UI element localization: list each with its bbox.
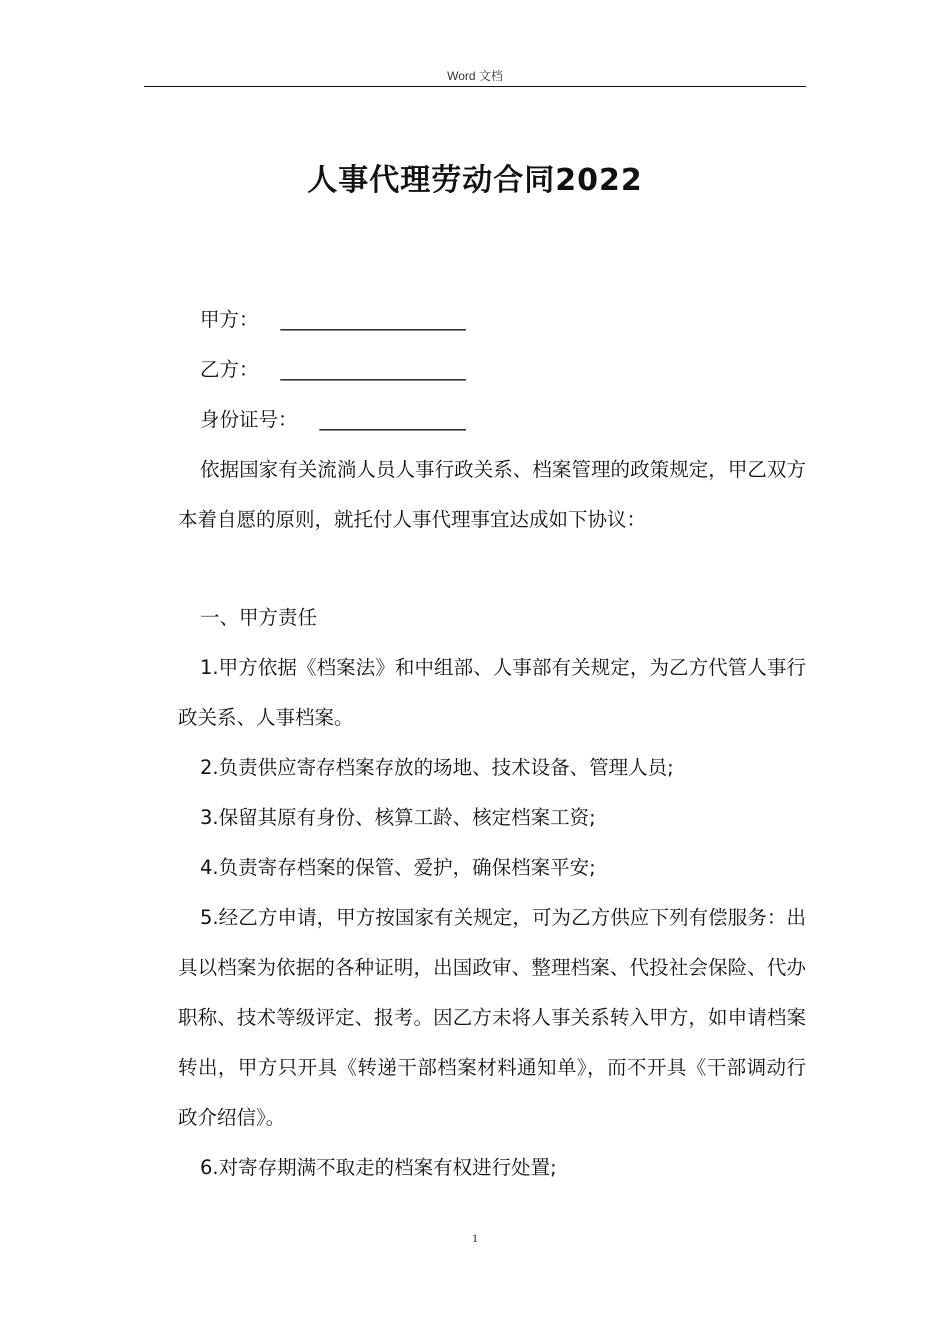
field-label: 乙方： [200,358,259,381]
fill-blank: ___________________ [280,308,466,331]
fill-blank: _______________ [319,408,466,431]
list-item: 1.甲方依据《档案法》和中组部、人事部有关规定，为乙方代管人事行政关系、人事档案。 [178,656,806,729]
fill-blank: ___________________ [280,358,466,381]
list-item: 4.负责寄存档案的保管、爱护，确保档案平安; [200,856,596,879]
field-label: 身份证号： [200,408,298,431]
page-number: 1 [472,1231,478,1245]
field-party-a [178,295,806,345]
field-party-b [178,345,806,395]
header-rule [144,86,806,87]
page-header-text: Word 文档 [447,69,503,83]
field-id-number [178,395,806,445]
field-label: 甲方： [200,308,259,331]
section-heading: 一、甲方责任 [200,606,318,629]
list-item: 2.负责供应寄存档案存放的场地、技术设备、管理人员; [200,756,674,779]
document-body [178,295,806,1193]
document-title: 人事代理劳动合同2022 [307,163,643,198]
list-item: 6.对寄存期满不取走的档案有权进行处置; [200,1156,557,1179]
list-item: 5.经乙方申请，甲方按国家有关规定，可为乙方供应下列有偿服务：出具以档案为依据的各种证明，出国政审、整理档案、代投社会保险、代办职称、技术等级评定、报考。因乙方未将人事关系转入甲方，如申请档案转出，甲方只开具《转递干部档案材料通知单》，而不开具《干部调动行政介绍信》。 [178,906,806,1129]
list-item: 3.保留其原有身份、核算工龄、核定档案工资; [200,806,596,829]
intro-paragraph: 依据国家有关流淌人员人事行政关系、档案管理的政策规定，甲乙双方本着自愿的原则，就托付人事代理事宜达成如下协议： [178,458,806,531]
